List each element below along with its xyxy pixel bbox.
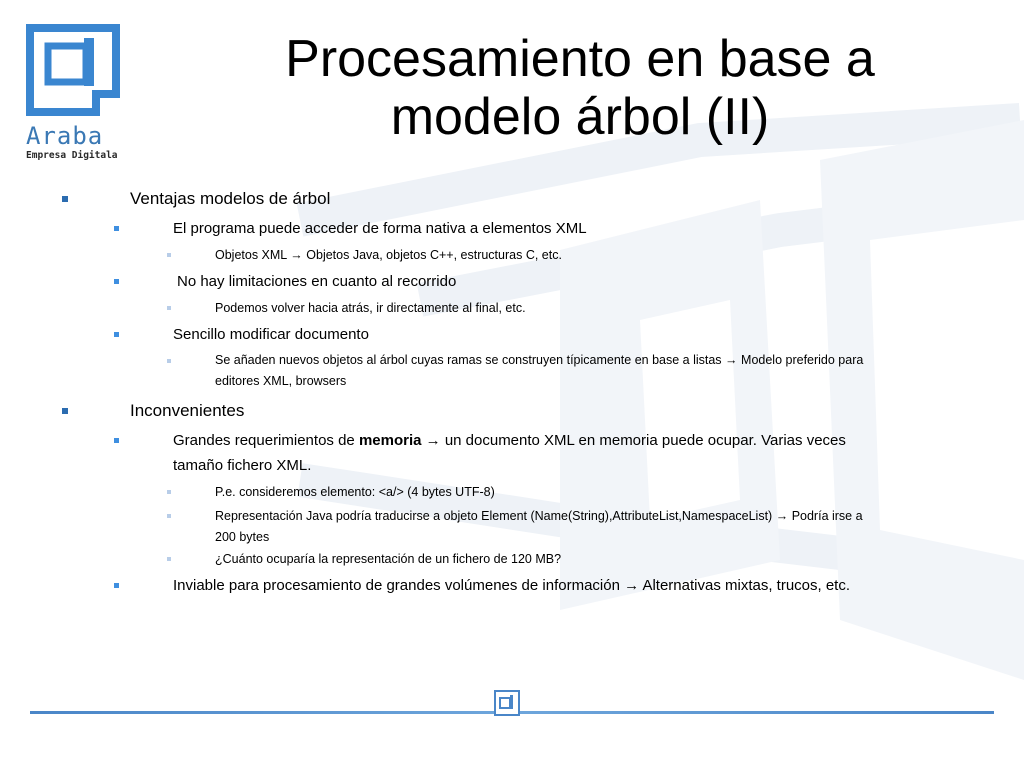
outline-subitem-java-b: Podría irse a <box>791 509 863 523</box>
outline-subitem-ejemplo: P.e. consideremos elemento: <a/> (4 bytes UTF-8) <box>215 485 495 499</box>
logo-name: Araba <box>26 122 104 150</box>
bullet-square-icon <box>114 438 119 443</box>
bullet-square-icon <box>114 583 119 588</box>
outline-subitem-java <box>215 509 863 523</box>
bullet-square-icon <box>62 196 68 202</box>
bullet-square-icon <box>167 557 171 561</box>
outline-item-memoria-cont: tamaño fichero XML. <box>173 457 312 474</box>
arrow-right-icon: → <box>624 577 640 594</box>
bullet-square-icon <box>167 253 171 257</box>
bullet-square-icon <box>167 514 171 518</box>
outline-subitem-java-a: Representación Java podría traducirse a objeto Element (Name(String),AttributeList,NamespaceList) <box>215 509 773 523</box>
bullet-square-icon <box>114 279 119 284</box>
bullet-square-icon <box>62 408 68 414</box>
outline-item-modificar: Sencillo modificar documento <box>173 326 369 343</box>
arrow-right-icon: → <box>725 353 738 367</box>
outline-item-memoria-b: un documento XML en memoria puede ocupar. Varias veces <box>444 432 846 449</box>
outline-subitem-modificar <box>215 353 863 367</box>
outline-item-memoria <box>173 432 846 449</box>
slide-title-line-1: Procesamiento en base a <box>285 30 875 88</box>
footer-logo-icon <box>494 690 520 716</box>
outline-subitem-modificar-cont: editores XML, browsers <box>215 374 347 388</box>
outline-heading-inconvenientes: Inconvenientes <box>130 401 245 420</box>
outline-item-acceso: El programa puede acceder de forma nativa a elementos XML <box>173 220 587 237</box>
bullet-square-icon <box>167 306 171 310</box>
bullet-square-icon <box>167 490 171 494</box>
outline-item-inviable-b: Alternativas mixtas, trucos, etc. <box>642 577 851 594</box>
bullet-square-icon <box>114 226 119 231</box>
outline-subitem-recorrido: Podemos volver hacia atrás, ir directamente al final, etc. <box>215 301 526 315</box>
slide-title-line-2: modelo árbol (II) <box>390 88 770 146</box>
outline-item-recorrido: No hay limitaciones en cuanto al recorrido <box>177 273 457 290</box>
outline-subitem-modificar-a: Se añaden nuevos objetos al árbol cuyas ramas se construyen típicamente en base a listas <box>215 353 722 367</box>
outline-heading-ventajas: Ventajas modelos de árbol <box>130 189 331 208</box>
outline-item-inviable <box>173 577 850 594</box>
logo-subtitle: Empresa Digitala <box>26 150 118 161</box>
bullet-square-icon <box>114 332 119 337</box>
outline-subitem-modificar-b: Modelo preferido para <box>741 353 864 367</box>
outline-item-inviable-a: Inviable para procesamiento de grandes volúmenes de información <box>173 577 620 594</box>
outline-subitem-pregunta: ¿Cuánto ocuparía la representación de un fichero de 120 MB? <box>215 552 562 566</box>
bullet-square-icon <box>167 359 171 363</box>
arrow-right-icon: → <box>425 432 441 449</box>
outline-subitem-objetos <box>215 248 562 262</box>
outline-subitem-java-cont: 200 bytes <box>215 530 270 544</box>
outline-item-memoria-a: Grandes requerimientos de <box>173 432 355 449</box>
arrow-right-icon: → <box>775 509 789 523</box>
outline-subitem-objetos-b: Objetos Java, objetos C++, estructuras C, etc. <box>306 248 562 262</box>
outline-subitem-objetos-a: Objetos XML <box>215 248 287 262</box>
outline-item-memoria-bold: memoria <box>358 432 422 449</box>
arrow-right-icon: → <box>290 248 303 262</box>
